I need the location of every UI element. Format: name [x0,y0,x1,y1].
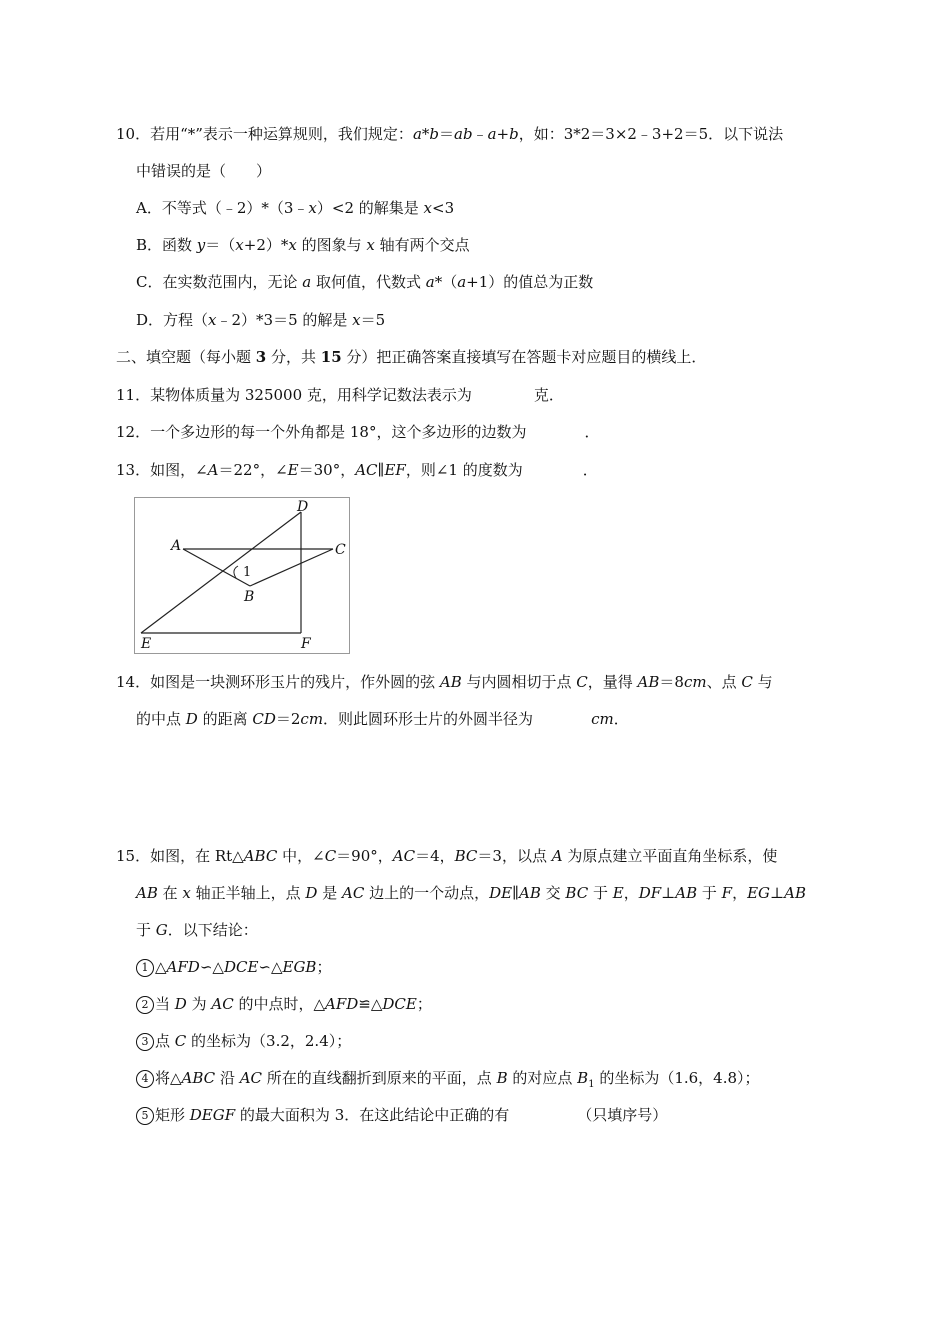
q13-figure-diagram [135,498,349,653]
label-f: F [301,636,311,652]
q12: 12．一个多边形的每一个外角都是 18°，这个多边形的边数为 ． [116,423,600,441]
q10-option-a: A．不等式（﹣2）*（3﹣x）<2 的解集是 x<3 [136,199,455,217]
q15-conclusion-2: 2 当 D 为 AC 的中点时，△AFD≌△DCE； [136,994,432,1014]
q14-line2: 的中点 D 的距离 CD＝2cm．则此圆环形士片的外圆半径为 cm． [136,710,629,728]
q11: 11．某物体质量为 325000 克，用科学记数法表示为 克． [116,386,564,404]
q14-line1: 14．如图是一块测环形玉片的残片，作外圆的弦 AB 与内圆相切于点 C，量得 AB＝8cm、点 C 与 [116,673,773,691]
q10-stem-line1: 10．若用“*”表示一种运算规则，我们规定：a*b＝ab﹣a+b，如：3*2＝3×2﹣3+2＝5．以下说法 [116,125,784,143]
label-e: E [141,636,152,652]
circled-number-1: 1 [136,959,154,977]
q13-figure [134,497,350,654]
q15-line2: AB 在 x 轴正半轴上，点 D 是 AC 边上的一个动点，DE∥AB 交 BC 于 E，DF⊥AB 于 F，EG⊥AB [136,884,807,902]
q10-stem-line2: 中错误的是（ ） [136,162,272,180]
label-angle-1: 1 [243,565,252,580]
circled-number-5: 5 [136,1107,154,1125]
q15-conclusion-3: 3 点 C 的坐标为（3.2，2.4）； [136,1031,351,1051]
q15-conclusion-4: 4 将△ABC 沿 AC 所在的直线翻折到原来的平面，点 B 的对应点 $B_1$ 的坐标为（1.6，4.8）； [136,1068,760,1095]
angle-1-arc [234,566,238,578]
circled-number-2: 2 [136,996,154,1014]
q13: 13．如图，∠A＝22°，∠E＝30°，AC∥EF，则∠1 的度数为 ． [116,461,598,479]
label-a: A [171,538,182,554]
label-d: D [297,499,309,515]
section-2-heading: 二、填空题（每小题 3 分，共 15 分）把正确答案直接填写在答题卡对应题目的横线上． [116,348,707,366]
circled-number-3: 3 [136,1033,154,1051]
circled-number-4: 4 [136,1070,154,1088]
q10-option-c: C．在实数范围内，无论 a 取何值，代数式 a*（a+1）的值总为正数 [136,273,594,291]
line-ed [141,512,301,633]
q15-line3: 于 G．以下结论： [136,921,258,939]
q10-option-d: D．方程（x﹣2）*3＝5 的解是 x＝5 [136,311,386,329]
line-ab [183,549,250,586]
q10-option-b: B．函数 y＝（x+2）*x 的图象与 x 轴有两个交点 [136,236,470,254]
q15-conclusion-1: 1 △AFD∽△DCE∽△EGB； [136,957,331,977]
q15-line1: 15．如图，在 Rt△ABC 中，∠C＝90°，AC＝4，BC＝3，以点 A 为原点建立平面直角坐标系，使 [116,847,778,865]
label-b: B [244,589,255,605]
q15-conclusion-5: 5 矩形 DEGF 的最大面积为 3．在这此结论中正确的有 （只填序号） [136,1105,667,1125]
line-bc [250,549,333,586]
label-c: C [335,542,346,558]
